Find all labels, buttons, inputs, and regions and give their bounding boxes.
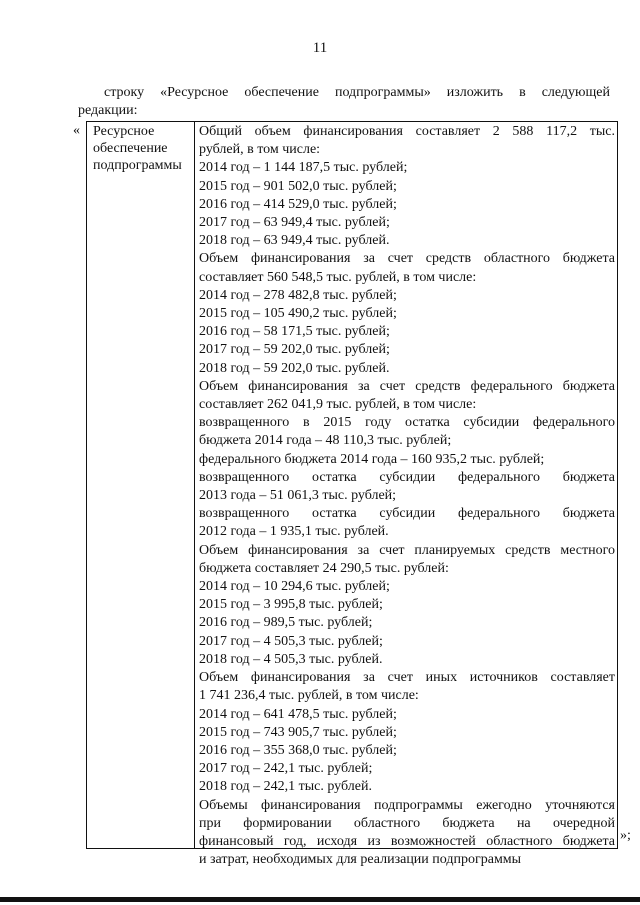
closing-quote: »; [620, 828, 631, 843]
content-line: Объем финансирования за счет иных источников составляет [199, 670, 615, 686]
content-line: бюджета составляет 24 290,5 тыс. рублей: [199, 560, 449, 576]
content-line: Объемы финансирования подпрограммы ежегодно уточняются [199, 797, 615, 813]
content-line: составляет 262 041,9 тыс. рублей, в том числе: [199, 397, 477, 413]
content-line: 2016 год – 414 529,0 тыс. рублей; [199, 196, 397, 212]
resource-provision-table [86, 121, 618, 868]
content-line: Объем финансирования за счет планируемых средств местного [199, 542, 615, 558]
content-line: при формировании областного бюджета на очередной [199, 815, 615, 831]
page-number: 11 [312, 40, 328, 56]
content-line: 2018 год – 63 949,4 тыс. рублей. [199, 233, 390, 249]
content-line: 2015 год – 901 502,0 тыс. рублей; [199, 178, 397, 194]
content-line: составляет 560 548,5 тыс. рублей, в том числе: [199, 269, 477, 285]
content-line: 2017 год – 4 505,3 тыс. рублей; [199, 633, 383, 649]
content-line: 2018 год – 4 505,3 тыс. рублей. [199, 651, 383, 667]
content-line: и затрат, необходимых для реализации подпрограммы [199, 852, 522, 868]
content-line: 2016 год – 58 171,5 тыс. рублей; [199, 324, 390, 340]
label-line: обеспечение [93, 141, 168, 156]
content-line: 2014 год – 278 482,8 тыс. рублей; [199, 287, 397, 303]
content-line: финансовый год, исходя из возможностей областного бюджета [199, 833, 615, 849]
content-line: 2013 года – 51 061,3 тыс. рублей; [199, 488, 397, 504]
content-line: 2012 года – 1 935,1 тыс. рублей. [199, 524, 389, 540]
content-line: Общий объем финансирования составляет 2 588 117,2 тыс. [199, 124, 615, 139]
opening-quote: « [73, 123, 80, 138]
content-line: возвращенного в 2015 году остатка субсидии федерального [199, 415, 615, 431]
intro-line-2: редакции: [78, 103, 138, 118]
content-line: 2017 год – 59 202,0 тыс. рублей; [199, 342, 390, 358]
content-line: 2015 год – 743 905,7 тыс. рублей; [199, 724, 397, 740]
content-line: возвращенного остатка субсидии федерального бюджета [199, 506, 615, 522]
content-line: 2018 год – 59 202,0 тыс. рублей. [199, 360, 390, 376]
content-line: 1 741 236,4 тыс. рублей, в том числе: [199, 688, 419, 704]
label-line: Ресурсное [93, 124, 155, 139]
content-line: Объем финансирования за счет средств областного бюджета [199, 251, 615, 267]
content-line: 2014 год – 641 478,5 тыс. рублей; [199, 706, 397, 722]
content-line: 2014 год – 10 294,6 тыс. рублей; [199, 579, 390, 595]
row-label-cell [93, 123, 193, 174]
content-line: 2015 год – 3 995,8 тыс. рублей; [199, 597, 383, 613]
label-line: подпрограммы [93, 158, 182, 173]
content-line: 2017 год – 63 949,4 тыс. рублей; [199, 215, 390, 231]
column-divider [194, 122, 195, 848]
bottom-rule [0, 897, 640, 902]
intro-line-1: строку «Ресурсное обеспечение подпрограммы» изложить в следующей [104, 85, 610, 100]
content-line: возвращенного остатка субсидии федерального бюджета [199, 469, 615, 485]
content-line: 2017 год – 242,1 тыс. рублей; [199, 761, 373, 777]
content-line: 2018 год – 242,1 тыс. рублей. [199, 779, 372, 795]
content-line: 2016 год – 989,5 тыс. рублей; [199, 615, 373, 631]
content-line: федерального бюджета 2014 года – 160 935,2 тыс. рублей; [199, 451, 545, 467]
content-line: Объем финансирования за счет средств федерального бюджета [199, 378, 615, 394]
content-line: 2016 год – 355 368,0 тыс. рублей; [199, 742, 397, 758]
content-line: бюджета 2014 года – 48 110,3 тыс. рублей; [199, 433, 452, 449]
content-line: рублей, в том числе: [199, 142, 321, 158]
content-line: 2014 год – 1 144 187,5 тыс. рублей; [199, 160, 408, 176]
row-content-cell [199, 123, 615, 869]
intro-paragraph [78, 84, 610, 120]
content-line: 2015 год – 105 490,2 тыс. рублей; [199, 306, 397, 322]
